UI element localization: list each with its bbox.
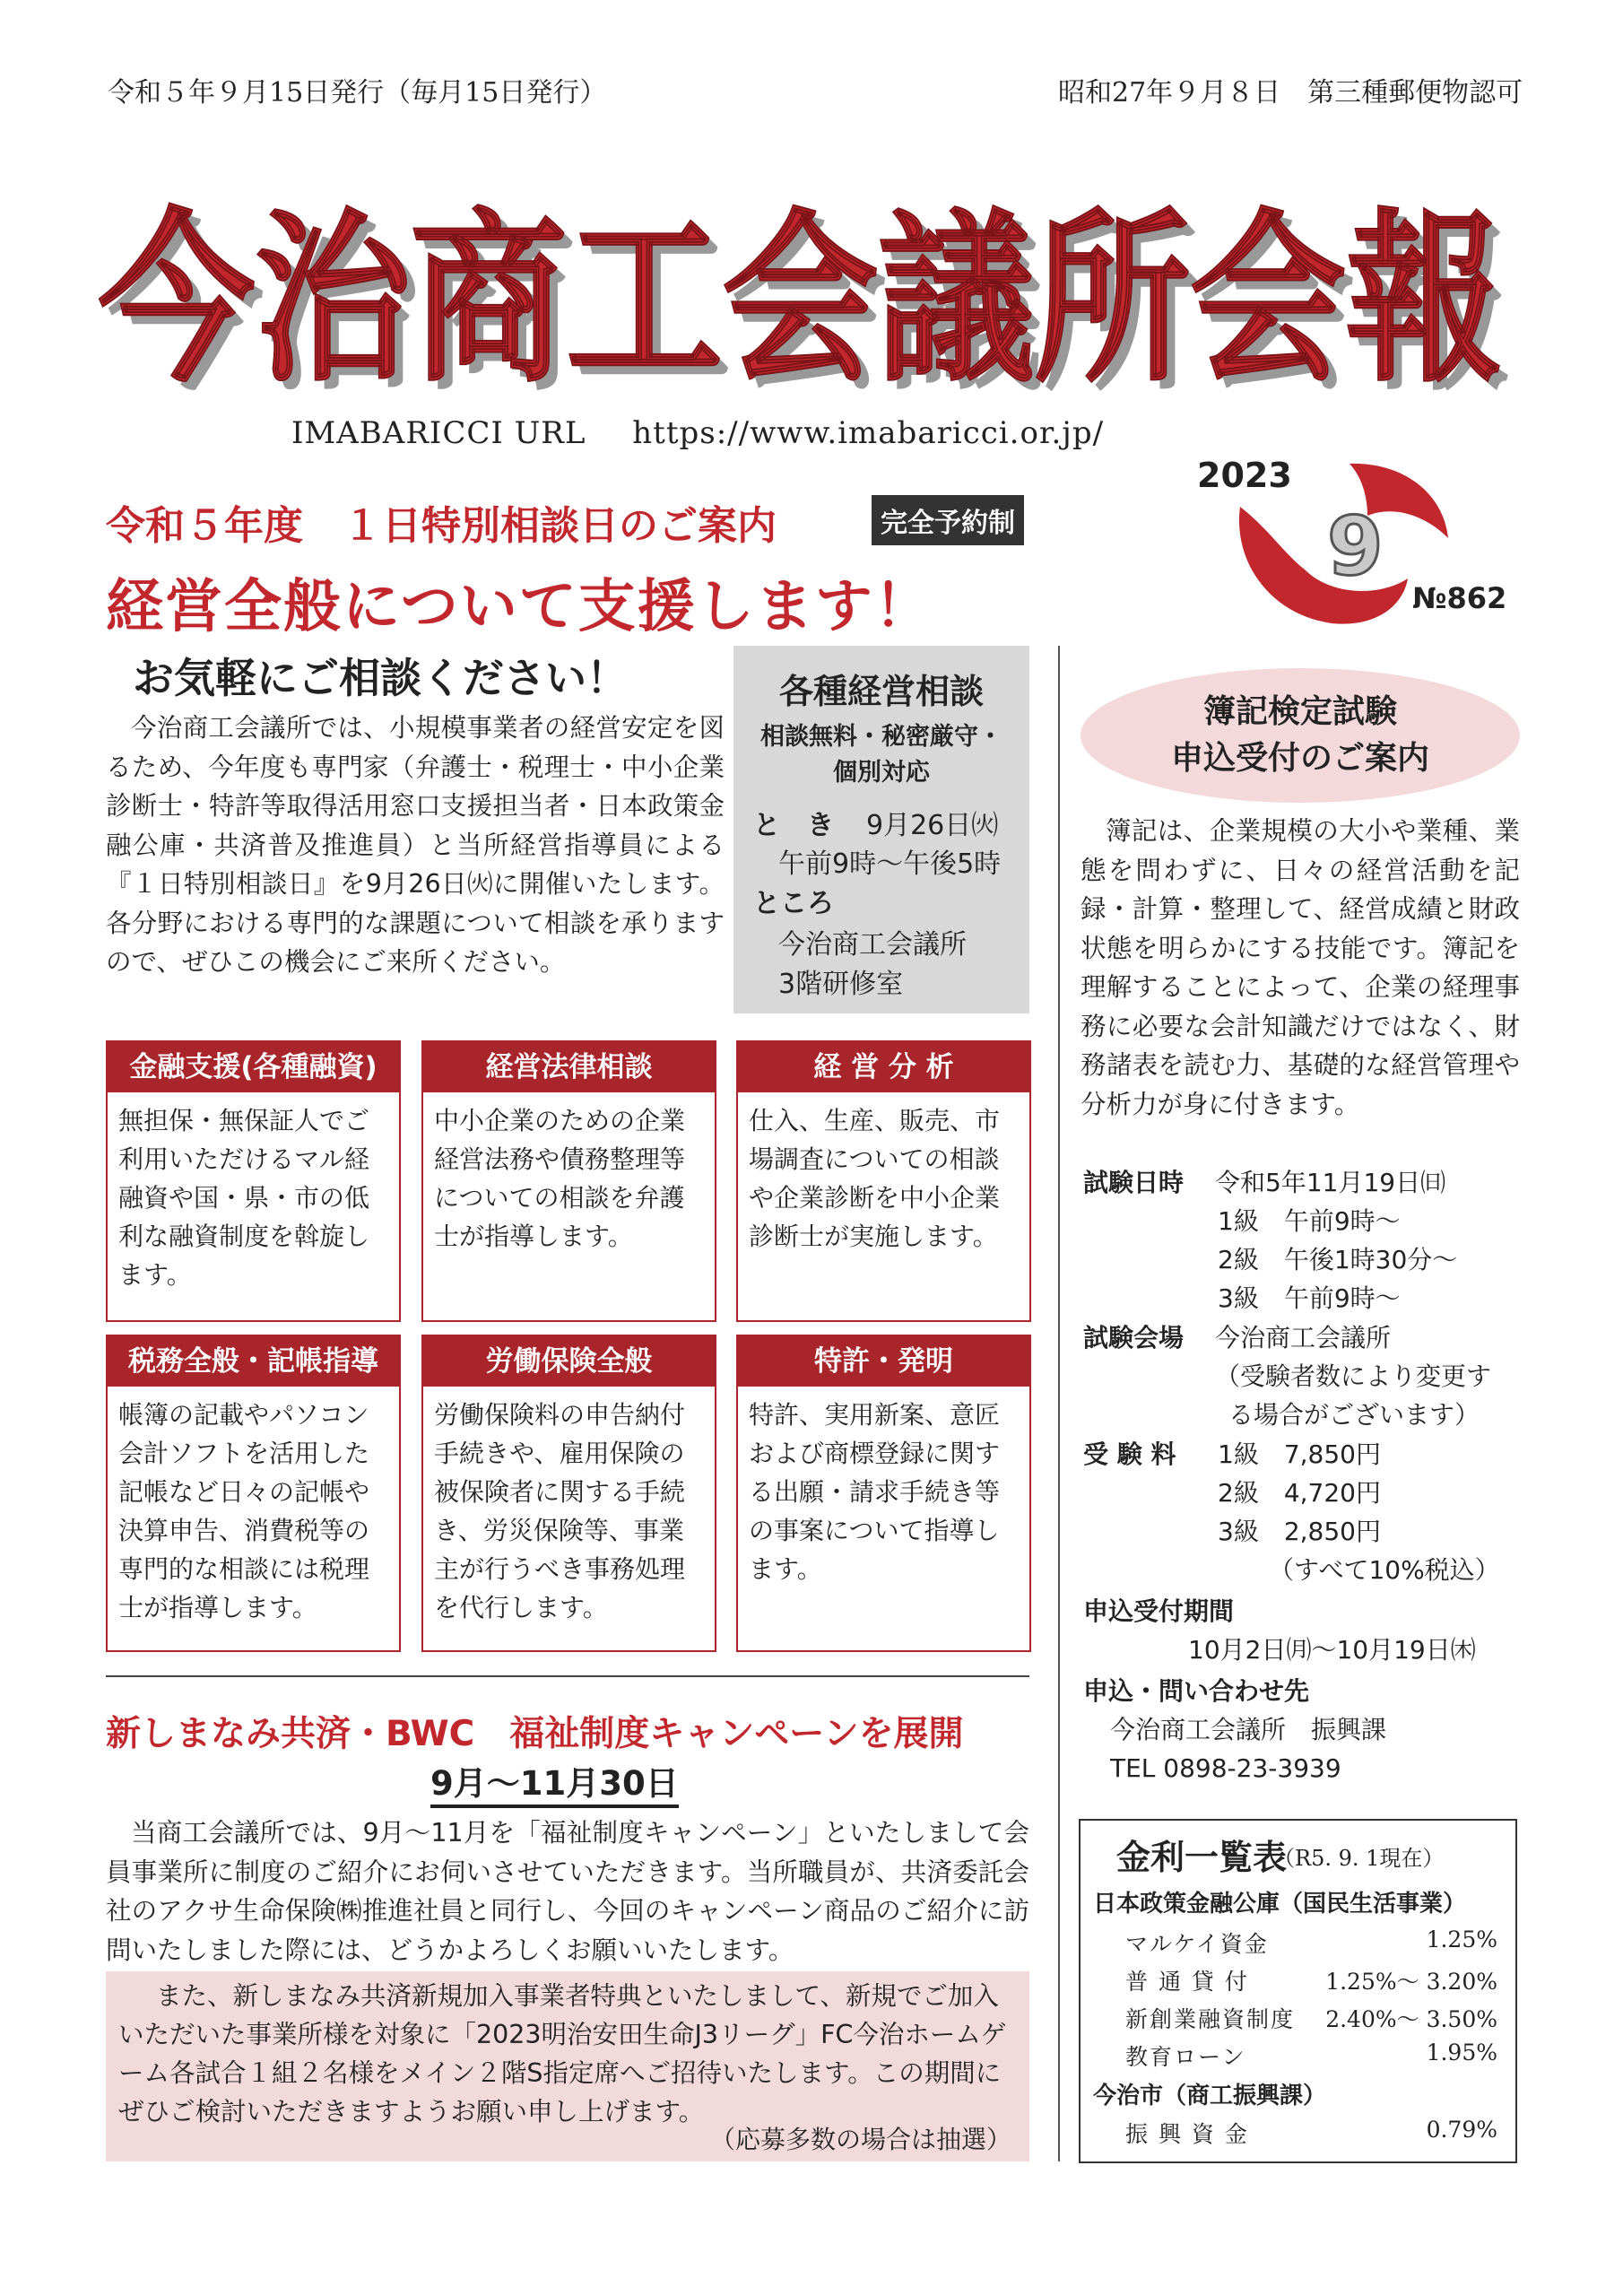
section-divider: [106, 1675, 1029, 1677]
when-label: と き: [753, 810, 834, 841]
venue-note-2: る場合がございます）: [1228, 1400, 1480, 1430]
where-2: 3階研修室: [778, 969, 904, 1000]
card-analysis: [736, 1040, 1031, 1322]
rate-value: 2.40%～ 3.50%: [1325, 2006, 1497, 2032]
info-sub: [733, 719, 1029, 791]
exam-time-3: 3級 午前9時～: [1218, 1283, 1401, 1313]
rate-section-1: 日本政策金融公庫（国民生活事業）: [1093, 1891, 1467, 1918]
rate-name: 新創業融資制度: [1125, 2006, 1296, 2032]
url-link[interactable]: https://www.imabaricci.or.jp/: [632, 415, 1105, 451]
rate-value: 1.95%: [1426, 2039, 1497, 2066]
exam-date: 令和5年11月19日㈰: [1215, 1168, 1446, 1197]
rate-name: 教育ローン: [1125, 2044, 1246, 2070]
contact-phone[interactable]: TEL 0898-23-3939: [1110, 1753, 1341, 1783]
rate-value: 1.25%: [1426, 1926, 1497, 1952]
fee-label: 受 験 料: [1083, 1439, 1176, 1469]
card-legal: [421, 1040, 716, 1322]
consult-subtitle: 令和５年度 １日特別相談日のご案内: [106, 503, 777, 549]
exam-time-2: 2級 午後1時30分～: [1218, 1245, 1458, 1274]
consult-info-box: [733, 646, 1029, 1013]
column-divider: [1058, 646, 1060, 2161]
consult-lead: お気軽にご相談ください！: [133, 654, 628, 702]
card-labor: [421, 1335, 716, 1652]
card-title: 経 営 分 析: [738, 1042, 1029, 1092]
info-sub1: 相談無料・秘密厳守・: [760, 723, 1002, 751]
period-label: 申込受付期間: [1083, 1596, 1235, 1626]
card-body: 労働保険料の申告納付手続きや、雇用保険の被保険者に関する手続き、労災保険等、事業主が行うべき事務処理を代行します。: [434, 1400, 686, 1622]
url-line: [291, 415, 1140, 451]
boki-title-1: 簿記検定試験: [1202, 693, 1397, 730]
campaign-period: 9月～11月30日: [430, 1756, 679, 1808]
masthead: [99, 112, 1524, 408]
card-patent: [736, 1335, 1031, 1652]
exam-time-1: 1級 午前9時～: [1218, 1206, 1401, 1236]
campaign-note: （応募多数の場合は抽選）: [709, 2125, 1011, 2154]
boki-title-ellipse: [1081, 668, 1520, 803]
card-title: 金融支援(各種融資): [108, 1042, 399, 1092]
where-1: 今治商工会議所: [778, 929, 967, 961]
card-finance: [106, 1040, 401, 1322]
rate-section-2: 今治市（商工振興課）: [1093, 2083, 1327, 2109]
apply-period: 10月2日㈪～10月19日㈭: [1188, 1635, 1476, 1665]
month-number: 9: [1327, 500, 1384, 594]
rate-value: 1.25%～ 3.20%: [1325, 1969, 1497, 1995]
masthead-title: 今治商工会議所会報: [99, 194, 1502, 407]
when-date: 9月26日㈫: [866, 810, 999, 841]
url-label: IMABARICCI URL: [291, 415, 586, 451]
venue: 今治商工会議所: [1215, 1323, 1392, 1352]
masthead-shadow: 今治商工会議所会報: [108, 203, 1511, 408]
consult-intro: 今治商工会議所では、小規模事業者の経営安定を図るため、今年度も専門家（弁護士・税理士・中小企業診断士・特許等取得活用窓口支援担当者・日本政策金融公庫・共済普及推進員）と当所経営指導員による『１日特別相談日』を9月26日㈫に開催いたします。各分野における専門的な課題について相談を承りますので、ぜひこの機会にご来所ください。: [106, 713, 725, 977]
contact-1: 今治商工会議所 振興課: [1110, 1715, 1387, 1744]
rate-title: 金利一覧表: [1116, 1838, 1288, 1877]
card-body: 無担保・無保証人でご利用いただけるマル経融資や国・県・市の低利な融資制度を斡旋します。: [118, 1106, 370, 1290]
card-body: 中小企業のための企業経営法務や債務整理等についての相談を弁護士が指導します。: [434, 1106, 686, 1251]
contact-label: 申込・問い合わせ先: [1083, 1676, 1310, 1706]
card-title: 税務全般・記帳指導: [108, 1336, 399, 1387]
issue-date: 令和５年９月15日発行（毎月15日発行）: [108, 77, 607, 109]
rate-date: （R5. 9. 1現在）: [1273, 1846, 1445, 1871]
postal-permit: 昭和27年９月８日 第三種郵便物認可: [1058, 77, 1523, 109]
info-title: 各種経営相談: [778, 672, 984, 711]
when-time: 午前9時～午後5時: [778, 848, 1002, 880]
venue-note-1: （受験者数により変更す: [1215, 1361, 1492, 1391]
rate-name: マルケイ資金: [1125, 1931, 1269, 1957]
exam-date-label: 試験日時: [1083, 1168, 1185, 1197]
boki-title-2: 申込受付のご案内: [1170, 740, 1429, 777]
card-body: 帳簿の記載やパソコン会計ソフトを活用した記帳など日々の記帳や決算申告、消費税等の専門的な相談には税理士が指導します。: [118, 1400, 370, 1622]
card-title: 労働保険全般: [423, 1336, 715, 1387]
rate-value: 0.79%: [1426, 2117, 1497, 2143]
fee-3: 3級 2,850円: [1218, 1517, 1381, 1546]
campaign-para: 当商工会議所では、9月～11月を「福祉制度キャンペーン」といたしまして会員事業所に制度のご紹介にお伺いさせていただきます。当所職員が、共済委託会社のアクサ生命保険㈱推進社員と同行し、今回のキャンペーン商品のご紹介に訪問いたしました際には、どうかよろしくお願いいたします。: [106, 1818, 1029, 1965]
fee-1: 1級 7,850円: [1218, 1439, 1381, 1469]
interest-rate-table: [1079, 1819, 1517, 2163]
card-body: 特許、実用新案、意匠および商標登録に関する出願・請求手続き等の事案について指導します。: [749, 1400, 1001, 1584]
issue-year: 2023: [1197, 456, 1292, 495]
campaign-title: 新しまなみ共済・BWC 福祉制度キャンペーンを展開: [106, 1714, 964, 1754]
campaign-special-box: [106, 1971, 1029, 2161]
card-tax: [106, 1335, 401, 1652]
fee-2: 2級 4,720円: [1218, 1478, 1381, 1508]
fee-note: （すべて10%税込）: [1269, 1555, 1500, 1585]
info-sub2: 個別対応: [833, 759, 930, 787]
rate-name: 振 興 資 金: [1125, 2121, 1249, 2147]
card-title: 特許・発明: [738, 1336, 1029, 1387]
card-body: 仕入、生産、販売、市場調査についての相談や企業診断を中小企業診断士が実施します。: [749, 1106, 1001, 1251]
campaign-special-text: また、新しまなみ共済新規加入事業者特典といたしまして、新規でご加入いただいた事業所様を対象に「2023明治安田生命J3リーグ」FC今治ホームゲーム各試合１組２名様をメイン２階S指定席へご招待いたします。この期間にぜひご検討いただきますようお願い申し上げます。: [118, 1981, 1007, 2126]
reservation-badge: 完全予約制: [872, 495, 1024, 545]
consult-headline: 経営全般について支援します！: [106, 574, 933, 640]
where-label: ところ: [753, 888, 834, 919]
issue-number: №862: [1412, 581, 1507, 615]
venue-label: 試験会場: [1083, 1323, 1185, 1352]
boki-intro: 簿記は、企業規模の大小や業種、業態を問わずに、日々の経営活動を記録・計算・整理して、経営成績と財政状態を明らかにする技能です。簿記を理解することによって、企業の経理事務に必要な会計知識だけではなく、財務諸表を読む力、基礎的な経営管理や分析力が身に付きます。: [1081, 816, 1520, 1119]
rate-name: 普 通 貸 付: [1125, 1969, 1249, 1995]
card-title: 経営法律相談: [423, 1042, 715, 1092]
